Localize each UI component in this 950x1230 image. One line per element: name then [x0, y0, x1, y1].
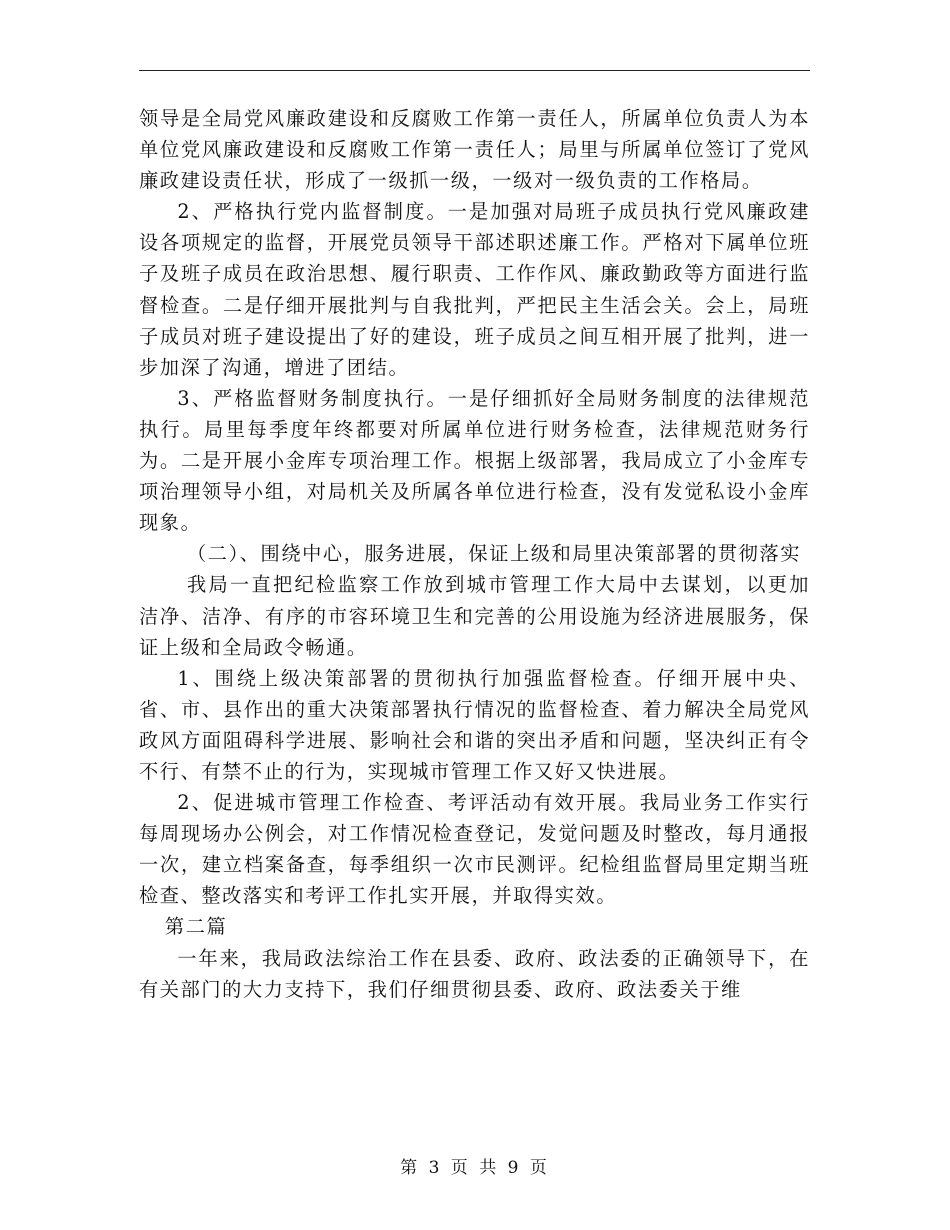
- section-heading-2: （二）、围绕中心，服务进展，保证上级和局里决策部署的贯彻落实: [187, 542, 802, 566]
- paragraph-item-1-decisions: 1、围绕上级决策部署的贯彻执行加强监督检查。仔细开展中央、省、市、县作出的重大决策部署执行情况的监督检查、着力解决全局党风政风方面阻碍科学进展、影响社会和谐的突出矛盾和问题，坚决纠正有令不行、有禁不止的行为，实现城市管理工作又好又快进展。: [139, 666, 810, 783]
- paragraph-continuation: 领导是全局党风廉政建设和反腐败工作第一责任人，所属单位负责人为本单位党风廉政建设和反腐败工作第一责任人；局里与所属单位签订了党风廉政建设责任状，形成了一级抓一级，一级对一级负责的工作格局。: [139, 107, 810, 193]
- header-rule: [139, 70, 810, 71]
- part-heading-second: 第二篇: [164, 915, 228, 939]
- paragraph-item-3-finance: 3、严格监督财务制度执行。一是仔细抓好全局财务制度的法律规范执行。局里每季度年终都要对所属单位进行财务检查，法律规范财务行为。二是开展小金库专项治理工作。根据上级部署，我局成立了小金库专项治理领导小组，对局机关及所属各单位进行检查，没有发觉私设小金库现象。: [139, 386, 810, 535]
- paragraph-item-2-supervision: 2、严格执行党内监督制度。一是加强对局班子成员执行党风廉政建设各项规定的监督，开展党员领导干部述职述廉工作。严格对下属单位班子及班子成员在政治思想、履行职责、工作作风、廉政勤政等方面进行监督检查。二是仔细开展批判与自我批判，严把民主生活会关。会上，局班子成员对班子建设提出了好的建设，班子成员之间互相开展了批判，进一步加深了沟通，增进了团结。: [139, 200, 810, 379]
- paragraph-item-2-inspection: 2、促进城市管理工作检查、考评活动有效开展。我局业务工作实行每周现场办公例会，对工作情况检查登记，发觉问题及时整改，每月通报一次，建立档案备查，每季组织一次市民测评。纪检组监督局里定期当班检查、整改落实和考评工作扎实开展，并取得实效。: [139, 791, 810, 908]
- page-number-footer: 第 3 页 共 9 页: [400, 1158, 550, 1178]
- paragraph-section-intro: 我局一直把纪检监察工作放到城市管理工作大局中去谋划，以更加洁净、洁净、有序的市容环境卫生和完善的公用设施为经济进展服务，保证上级和全局政令畅通。: [139, 573, 810, 659]
- paragraph-second-part-intro: 一年来，我局政法综治工作在县委、政府、政法委的正确领导下，在有关部门的大力支持下，我们仔细贯彻县委、政府、政法委关于维: [139, 946, 810, 1001]
- document-body: [139, 103, 810, 1005]
